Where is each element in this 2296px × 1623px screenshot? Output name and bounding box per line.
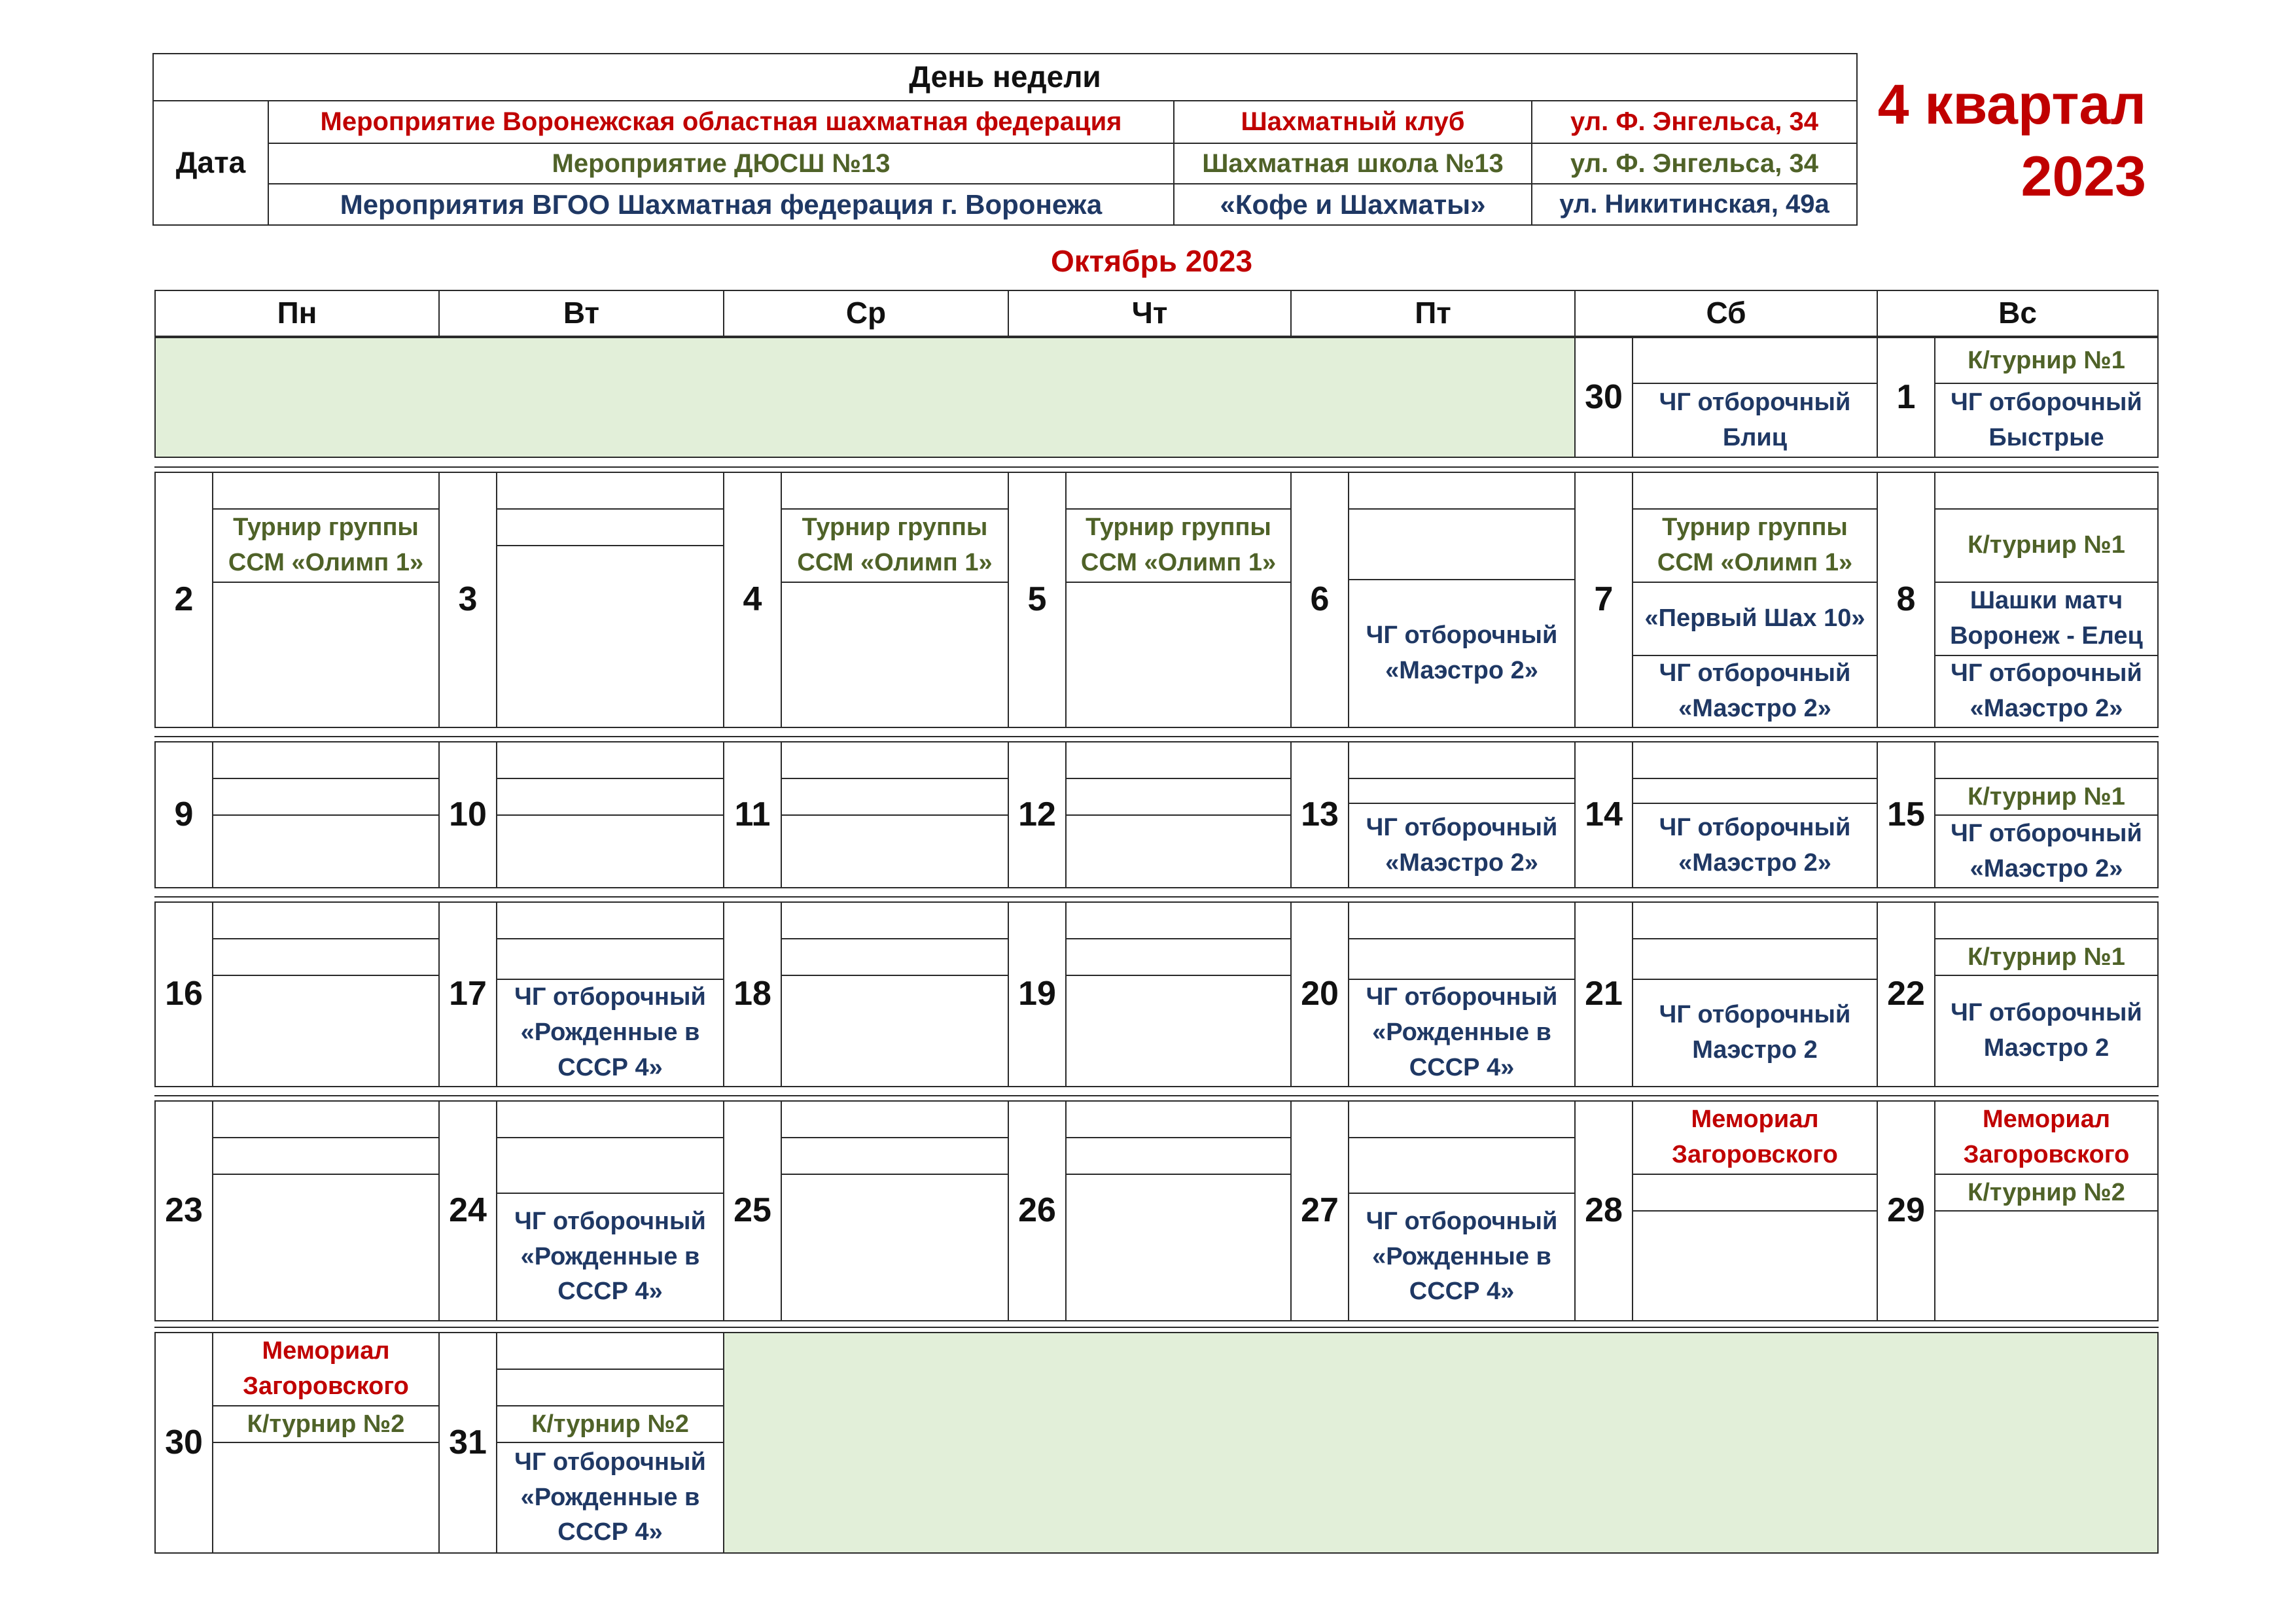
day-number: 17 [449,975,487,1013]
day-number: 30 [165,1423,203,1461]
day-number: 23 [165,1191,203,1230]
weekday-header: День недели [909,60,1101,94]
day-number: 11 [734,795,771,833]
event-label: ЧГ отборочный Блиц [1659,388,1851,451]
day-number: 12 [1018,795,1056,833]
legend-event-federation: Мероприятие Воронежская областная шахматная федерация [320,107,1122,137]
weekday-2: Вт [563,296,600,330]
day-number: 22 [1887,975,1925,1013]
weekday-7: Вс [1998,296,2037,330]
event-label: ЧГ отборочный «Маэстро 2» [1659,813,1851,877]
day-number: 14 [1585,795,1623,833]
day-number: 21 [1585,975,1623,1013]
day-number: 18 [733,975,771,1013]
event-label: Мемориал Загоровского [243,1337,409,1400]
event-label: ЧГ отборочный Быстрые [1951,388,2142,451]
day-number: 5 [1027,580,1047,619]
day-number: 27 [1301,1191,1339,1230]
event-label: К/турнир №2 [531,1410,689,1439]
legend-venue-club: Шахматный клуб [1241,107,1465,137]
day-number: 31 [449,1423,487,1461]
day-number: 7 [1594,580,1614,619]
day-number: 24 [449,1191,487,1230]
event-label: К/турнир №1 [1968,783,2125,811]
day-number: 1 [1896,377,1916,416]
event-label: ЧГ отборочный «Маэстро 2» [1659,659,1851,722]
day-number: 10 [449,795,487,833]
day-number: 28 [1585,1191,1623,1230]
event-label: Мемориал Загоровского [1963,1106,2130,1168]
event-label: К/турнир №1 [1968,531,2125,559]
date-label: Дата [175,145,246,180]
day-number: 3 [458,580,478,619]
day-number: 25 [733,1191,771,1230]
day-number: 2 [174,580,194,619]
legend-event-school: Мероприятие ДЮСШ №13 [552,148,891,178]
day-number: 15 [1887,795,1925,833]
legend-address-coffee: ул. Никитинская, 49а [1559,190,1829,219]
day-number: 30 [1585,377,1623,416]
event-label: Турнир группы ССМ «Олимп 1» [1657,514,1853,576]
event-label: Шашки матч Воронеж - Елец [1950,587,2143,650]
event-label: Турнир группы ССМ «Олимп 1» [228,514,424,576]
day-number: 4 [743,580,762,619]
legend-address-school: ул. Ф. Энгельса, 34 [1570,148,1818,178]
month-title: Октябрь 2023 [1050,244,1253,279]
event-label: К/турнир №1 [1968,347,2125,375]
event-label: Мемориал Загоровского [1672,1106,1838,1168]
weekday-1: Пн [277,296,317,330]
quarter-year: 2023 [2021,145,2146,208]
day-number: 9 [174,795,194,833]
day-number: 19 [1018,975,1056,1013]
event-label: ЧГ отборочный Маэстро 2 [1659,1001,1851,1064]
day-number: 26 [1018,1191,1056,1230]
weekday-3: Ср [845,296,887,330]
event-label: К/турнир №2 [247,1410,405,1439]
legend-event-city-federation: Мероприятия ВГОО Шахматная федерация г. Воронежа [340,188,1103,220]
quarter-line: 4 квартал [1877,73,2146,136]
legend-address-club: ул. Ф. Энгельса, 34 [1570,107,1818,137]
day-number: 6 [1310,580,1330,619]
legend-venue-school: Шахматная школа №13 [1202,148,1504,178]
event-label: Турнир группы ССМ «Олимп 1» [1080,514,1277,576]
event-label: К/турнир №2 [1968,1179,2125,1207]
event-label: ЧГ отборочный «Маэстро 2» [1951,819,2142,882]
weekday-5: Пт [1415,296,1451,330]
event-label: ЧГ отборочный «Рожденные в СССР 4» [514,983,706,1081]
day-number: 16 [165,975,203,1013]
event-label: ЧГ отборочный «Рожденные в СССР 4» [514,1207,706,1306]
event-label: ЧГ отборочный «Маэстро 2» [1366,813,1558,877]
event-label: ЧГ отборочный «Маэстро 2» [1366,621,1558,684]
day-number: 20 [1301,975,1339,1013]
day-number: 13 [1301,795,1339,833]
event-label: «Первый Шах 10» [1644,604,1865,633]
day-number: 29 [1887,1191,1925,1230]
empty-days-fill [724,1333,2157,1552]
event-label: ЧГ отборочный Маэстро 2 [1951,999,2142,1062]
event-label: ЧГ отборочный «Рожденные в СССР 4» [1366,983,1558,1081]
event-label: ЧГ отборочный «Рожденные в СССР 4» [1366,1207,1558,1306]
day-number: 8 [1896,580,1916,619]
event-label: Турнир группы ССМ «Олимп 1» [797,514,993,576]
weekday-4: Чт [1131,296,1168,330]
quarter-title [1858,69,2146,213]
event-label: ЧГ отборочный «Рожденные в СССР 4» [514,1448,706,1546]
legend-venue-coffee: «Кофе и Шахматы» [1220,188,1486,220]
event-label: К/турнир №1 [1968,943,2125,971]
event-label: ЧГ отборочный «Маэстро 2» [1951,659,2142,722]
weekday-6: Сб [1706,296,1746,330]
empty-days-fill [156,338,1574,457]
